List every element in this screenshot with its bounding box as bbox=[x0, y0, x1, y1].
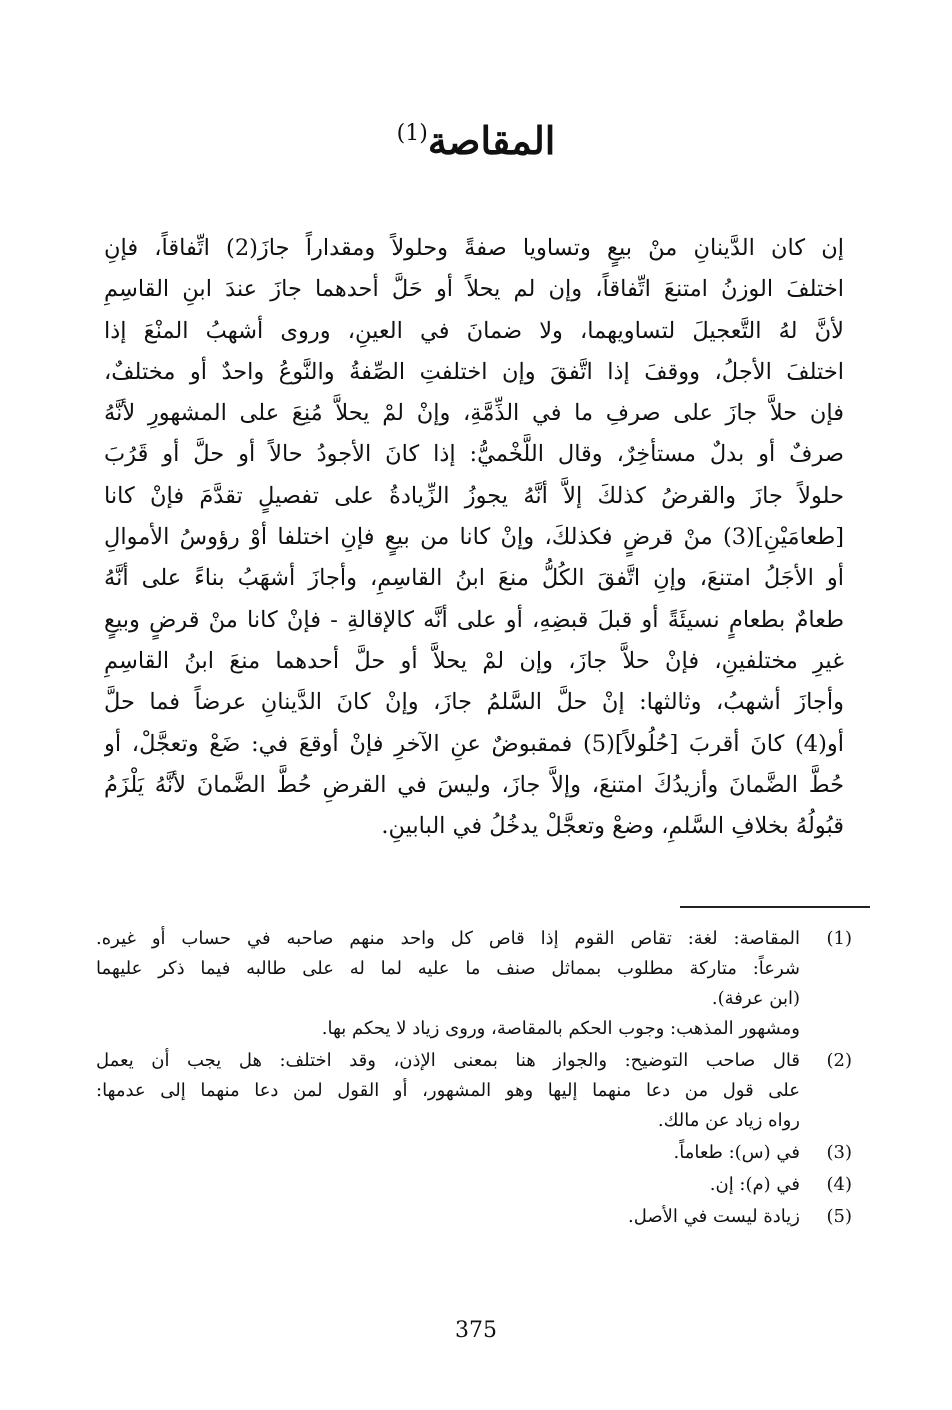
main-text bbox=[104, 228, 844, 847]
text-line: فإن حلاَّ جازَ على صرفِ ما في الذِّمَّةِ، وإنْ لمْ يحلاَّ مُنِعَ على المشهورِ لأنَّهُ bbox=[104, 400, 844, 427]
footnote-text bbox=[96, 924, 800, 1044]
text-line: لأنَّ لهُ التَّعجيلَ لتساويهما، ولا ضمانَ في العينِ، وروى أشهبُ المنْعَ إذا bbox=[104, 317, 844, 344]
text-line: إن كان الدَّينانِ منْ بيعٍ وتساويا صفةً وحلولاً ومقداراً جازَ(2) اتِّفاقاً، فإنِ bbox=[104, 235, 844, 261]
chapter-title-text: المقاصة bbox=[427, 118, 556, 163]
text-line: قبُولُهُ بخلافِ السَّلمِ، وضعْ وتعجَّلْ يدخُلُ في البابينِ. bbox=[381, 813, 844, 840]
footnote-line: شرعاً: متاركة مطلوب بمماثل صنف ما عليه لما له على طالبه فيما ذكر عليهما bbox=[96, 958, 800, 979]
text-line: حُطَّ الضَّمانَ وأزيدُكَ امتنعَ، وإلاَّ جازَ، وليسَ في القرضِ حُطَّ الضَّمانَ لأنَّهُ يَلْزَمُ bbox=[104, 771, 844, 798]
footnote-line: المقاصة: لغة: تقاص القوم إذا قاص كل واحد منهم صاحبه في حساب أو غيره. bbox=[96, 928, 800, 949]
footnote-number: (3) bbox=[826, 1142, 852, 1163]
footnote bbox=[96, 1202, 856, 1232]
footnote-line: زيادة ليست في الأصل. bbox=[628, 1206, 800, 1227]
text-line: حلولاً جازَ والقرضُ كذلكَ إلاَّ أنَّهُ يجوزُ الزِّيادةُ على تفصيلٍ تقدَّمَ فإنْ كانا bbox=[104, 482, 844, 509]
footnote bbox=[96, 1046, 856, 1136]
chapter-title bbox=[0, 118, 952, 163]
footnote-line: في (م): إن. bbox=[709, 1174, 800, 1195]
text-line: [طعامَيْنِ](3) منْ قرضٍ فكذلكَ، وإنْ كانا من بيعٍ فإنِ اختلفا أوْ رؤوسُ الأموالِ bbox=[104, 524, 844, 551]
text-line: اختلفَ الأجلُ، ووقفَ إذا اتَّفقَ وإن اختلفتِ الصِّفةُ والنَّوعُ واحدٌ أو مختلفٌ، bbox=[104, 358, 844, 385]
footnote bbox=[96, 1170, 856, 1200]
footnotes bbox=[96, 924, 856, 1234]
text-line: اختلفَ الوزنُ امتنعَ اتِّفاقاً، وإن لم يحلاً أو حَلَّ أحدهما جازَ عندَ ابنِ القاسِمِ bbox=[104, 276, 844, 303]
text-line: غيرِ مختلفينِ، فإنْ حلاَّ جازَ، وإن لمْ يحلاَّ أو حلَّ أحدهما منعَ ابنُ القاسِمِ bbox=[104, 647, 844, 674]
chapter-title-footnote-ref: (1) bbox=[396, 121, 428, 146]
footnote-line: على قول من دعا منهما إليها وهو المشهور، أو القول لمن دعا منهما إلى عدمها: bbox=[96, 1080, 800, 1101]
footnote-line: (ابن عرفة). bbox=[711, 988, 800, 1009]
footnote-text bbox=[96, 1046, 800, 1136]
footnote bbox=[96, 924, 856, 1044]
footnote-line: في (س): طعاماً. bbox=[673, 1142, 800, 1163]
text-line: صرفٌ أو بدلٌ مستأخِرٌ، وقال اللَّخْميُّ: إذا كانَ الأجودُ حالاً أو حلَّ أو قَرُبَ bbox=[104, 441, 844, 468]
text-line: أو الأجَلُ امتنعَ، وإنِ اتَّفقَ الكُلُّ منعَ ابنُ القاسِمِ، وأجازَ أشهَبُ بناءً على أنَّهُ bbox=[104, 565, 844, 592]
footnote-number: (1) bbox=[826, 928, 852, 949]
page-number: 375 bbox=[455, 1318, 497, 1343]
footnote-divider bbox=[680, 906, 870, 908]
footnote-text bbox=[96, 1202, 800, 1232]
text-line: طعامٌ بطعامٍ نسيئَةً أو قبلَ قبضِهِ، أو على أنَّه كالإقالةِ - فإنْ كانا منْ قرضٍ وبيعٍ bbox=[104, 606, 844, 633]
footnote-text bbox=[96, 1138, 800, 1168]
text-line: وأجازَ أشهبُ، وثالثها: إنْ حلَّ السَّلمُ جازَ، وإنْ كانَ الدَّينانِ عرضاً فما حلَّ bbox=[104, 689, 844, 716]
footnote-number: (2) bbox=[826, 1050, 852, 1071]
footnote-number: (5) bbox=[826, 1206, 852, 1227]
footnote-line: ومشهور المذهب: وجوب الحكم بالمقاصة، وروى زياد لا يحكم بها. bbox=[321, 1018, 800, 1039]
text-line: أو(4) كانَ أقربَ [حُلُولاً](5) فمقبوضٌ عنِ الآخرِ فإنْ أوقعَ في: ضَعْ وتعجَّلْ، أو bbox=[104, 730, 844, 757]
footnote-line: رواه زياد عن مالك. bbox=[657, 1110, 800, 1131]
footnote-number: (4) bbox=[826, 1174, 852, 1195]
footnote bbox=[96, 1138, 856, 1168]
footnote-line: قال صاحب التوضيح: والجواز هنا بمعنى الإذن، وقد اختلف: هل يجب أن يعمل bbox=[96, 1050, 800, 1071]
footnote-text bbox=[96, 1170, 800, 1200]
